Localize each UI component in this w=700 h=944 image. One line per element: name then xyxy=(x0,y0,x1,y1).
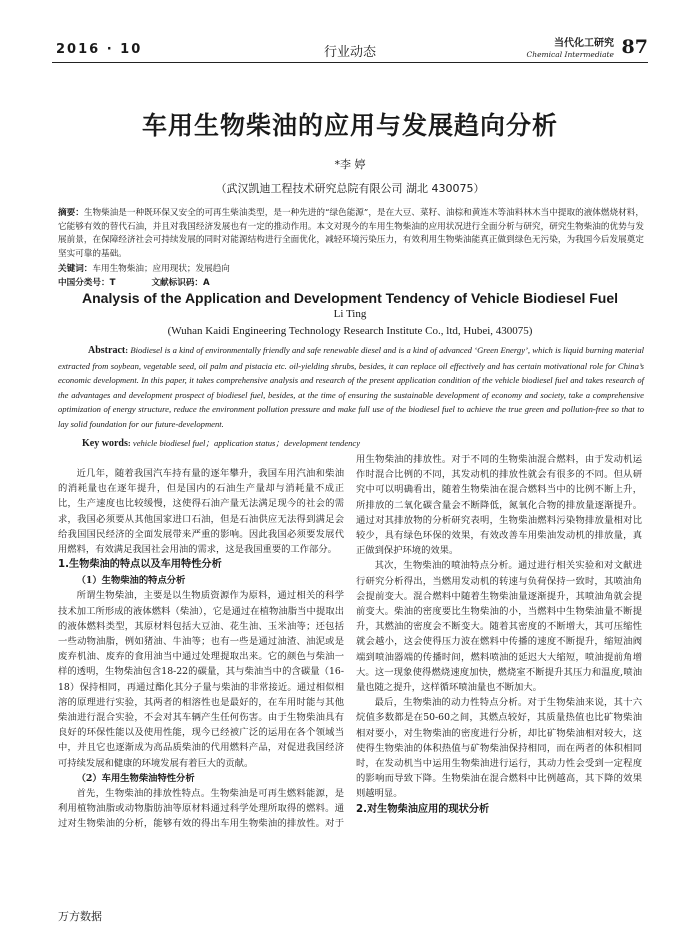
doc-code-value: A xyxy=(203,278,210,288)
paragraph-injection: 其次，生物柴油的喷油特点分析。通过进行相关实验和对文献进行研究分析得出，当燃用发动机的转速与负荷保持一致时，其喷油角会提前变大。混合燃料中随着生物柴油量逐渐提升，其喷油角就会提前变大。柴油的密度要比生物柴油的小，当燃料中生物柴油量不断提升，其燃油的密度会不断变大。随着其密度的不断增大，其可压缩性就会越小，这会使得压力波在燃料中传播的速度不断提升，缩短油阀端到喷油器端的传播时间，燃料喷油的延迟大大缩短，喷油提前角增大。这一现象使得燃烧速度加快，燃烧室不断提升其压力和温度,喷油量也随之提升，这样循环喷油量也不断加大。 xyxy=(356,560,642,694)
section-name: 行业动态 xyxy=(323,45,376,60)
class-value: T xyxy=(109,278,116,288)
keywords-cn xyxy=(58,262,644,274)
body-column-right xyxy=(356,452,642,818)
english-abstract: Abstract: Biodiesel is a kind of environmentally friendly and safe renewable diesel and is a kind of advanced ‘Green Energy’, which is liquid burning material extracted from soybean, vegetable seed, oil palm and pistacia etc. oil-yielding shrubs, besides, it can replace oil effectively and has certain motivational role for China’s economic development. In this paper, it takes comprehensive analysis and research of the present application condition of the vehicle biodiesel fuel and takes research of the advantages and development prospect of biodiesel fuel, besides, at the time of ensuring the sustainable development of economy and society, take a comprehensive optimization of energy structure, reduce the environment pollution pressure and make full use of the biodiesel fuel to achieve the true green and pollution-free so that to lay solid foundation for our future-development. xyxy=(58,345,645,429)
footer-source: 万方数据 xyxy=(58,910,102,923)
paragraph-1-2: 首先，生物柴油的排放性特点。生物柴油是可再生燃料能源，是利用植物油脂或动物脂肪油等原材料通过科学处理所取得的燃料。通过对生物柴油的分析，能够有效的得出车用生物柴油的排放性。对于 xyxy=(58,788,344,830)
abstract-cn-text: 生物柴油是一种既环保又安全的可再生柴油类型，是一种先进的“绿色能源”，是在大豆、菜籽、油棕和黄连木等油料林木当中提取的液体燃烧材料，它能够有效的替代石油，并且对我国经济发展也有一定的推动作用。本文对现今的车用生物柴油的应用状况进行全面分析与研究，研究生物柴油的优势与发展前景，在保障经济社会可持续发展的同时对能源结构进行全面优化，减轻环境污染压力，有效利用生物柴油能真正做到绿色无污染，为我国今后发展奠定坚实可靠的基础。 xyxy=(58,208,644,259)
keywords-cn-text: 车用生物柴油；应用现状；发展趋向 xyxy=(92,264,230,274)
intro-paragraph: 近几年，随着我国汽车持有量的逐年攀升，我国车用汽油和柴油的消耗量也在逐年提升，但是国内的石油生产量却与消耗量不成正比，生产速度也比较缓慢，这使得石油产量无法满足现今的社会的需求，我国必须要从其他国家进口石油，但是石油供应无法得到满足会给我国国民经济的全面发展带来严重的影响。因此我国必须要发展代用燃料，有效满足我国社会用油的需求，这是我国重要的工作部分。 xyxy=(58,468,344,556)
english-title: Analysis of the Application and Development Tendency of Vehicle Biodiesel Fuel xyxy=(82,290,618,306)
journal-name-en: Chemical Intermediate xyxy=(526,50,614,59)
english-affiliation: (Wuhan Kaidi Engineering Technology Research Institute Co., ltd, Hubei, 430075) xyxy=(167,325,533,337)
paragraph-1-1: 所谓生物柴油，主要是以生物质资源作为原料，通过相关的科学技术加工所形成的液体燃料（柴油），它是通过在植物油脂当中提取出的液体燃料类型，其原材料包括大豆油、花生油、玉米油等；还包括一些动物油脂，例如猪油、牛油等；也有一些是通过油渣、油泥或是废弃机油、废弃的食用油当中通过处理提取出来。它的颜色与柴油一样的透明，生物柴油包含18-22的碳量，其与柴油当中的含碳量（16-18）保持相同，再通过酯化其分子量与柴油的非常接近。通过相似相溶的原理进行实验，其两者的相溶性也是最好的，在车用时能与其他柴油进行混合实验，不会对其车辆产生任何伤害。由于生物柴油具有良好的环保性能以及使用性能，现今已经被广泛的运用在各个领域当中，并且它也逐渐成为高品质柴油的代用燃料产品，对促进我国经济可持续发展和健康的环境发展有着巨大的贡献。 xyxy=(58,590,344,769)
english-keywords: Key words: vehicle biodiesel fuel；application status；development tendency xyxy=(82,438,361,449)
journal-name-cn: 当代化工研究 xyxy=(554,38,614,49)
class-label: 中国分类号： xyxy=(58,278,110,288)
english-author: Li Ting xyxy=(333,308,367,320)
affiliation: （武汉凯迪工程技术研究总院有限公司 湖北 430075） xyxy=(215,182,485,195)
abstract-cn xyxy=(58,207,644,261)
paragraph-1-2-continued: 用生物柴油的排放性。对于不同的生物柴油混合燃料，由于发动机运作时混合比例的不同，其发动机的排放性就会有很多的不同。但从研究中可以明确看出，随着生物柴油在混合燃料当中的比例不断上升，所排放的二氧化碳含量会不断降低，氮氧化合物的排放量逐渐提升。通过对其排放物的分析研究表明，生物柴油燃料污染物排放量相对比较少，具有绿色环保的效果，有效改善车用柴油发动机的排放量，真正做到保护环境的效果。 xyxy=(356,454,642,557)
section-heading-1: 1.生物柴油的特点以及车用特性分析 xyxy=(58,559,222,571)
doc-code-label: 文献标识码： xyxy=(151,278,204,288)
subsection-heading-1-1: （1）生物柴油的特点分析 xyxy=(76,575,186,587)
paragraph-power: 最后，生物柴油的动力性特点分析。对于生物柴油来说，其十六烷值多数都是在50-60之间，其燃点较好，其质量热值也比矿物柴油相对要小，对生物柴油的密度进行分析，却比矿物柴油相对较大，这使得生物柴油的体积热值与矿物柴油保持相同，而在两者的体积相同时，在发动机当中运用生物柴油进行运行，其动力性会受到一定程度的影响而导致下降。生物柴油在混合燃料中比例越高，其下降的效果则越明显。 xyxy=(356,697,642,800)
page-number: 87 xyxy=(621,36,648,58)
journal-logo xyxy=(527,38,614,60)
section-heading-2: 2.对生物柴油应用的现状分析 xyxy=(356,803,490,815)
keywords-cn-label: 关键词： xyxy=(58,264,93,274)
english-abstract-text: Biodiesel is a kind of environmentally friendly and safe renewable diesel and is a kind of advanced ‘Green Energy’, which is liquid burning material extracted from soybean, vegetable seed, oil palm and pistacia etc. oil-yielding shrubs, besides, it can replace oil effectively and has certain motivational role for China’s economic development. In this paper, it takes comprehensive analysis and research of the present application condition of the vehicle biodiesel fuel and takes research of the advantages and development prospect of biodiesel fuel, besides, at the time of ensuring the sustainable development of economy and society, take a comprehensive optimization of energy structure, reduce the environment pollution pressure and make full use of the biodiesel fuel to achieve the true green and pollution-free so that to lay solid foundation for our future-development. xyxy=(58,345,645,429)
classification xyxy=(58,276,644,288)
subsection-heading-1-2: （2）车用生物柴油特性分析 xyxy=(76,772,195,784)
english-abstract-label: Abstract xyxy=(88,345,126,356)
author: *李 婷 xyxy=(334,158,366,171)
header-rule xyxy=(52,62,648,63)
issue-date: 2016 · 10 xyxy=(56,42,143,57)
english-keywords-label: Key words xyxy=(82,438,128,449)
article-title: 车用生物柴油的应用与发展趋向分析 xyxy=(141,111,558,140)
body-column-left xyxy=(58,466,344,831)
running-header xyxy=(52,36,648,60)
english-keywords-text: vehicle biodiesel fuel；application status；development tendency xyxy=(132,438,361,448)
abstract-cn-label: 摘要： xyxy=(58,208,84,218)
